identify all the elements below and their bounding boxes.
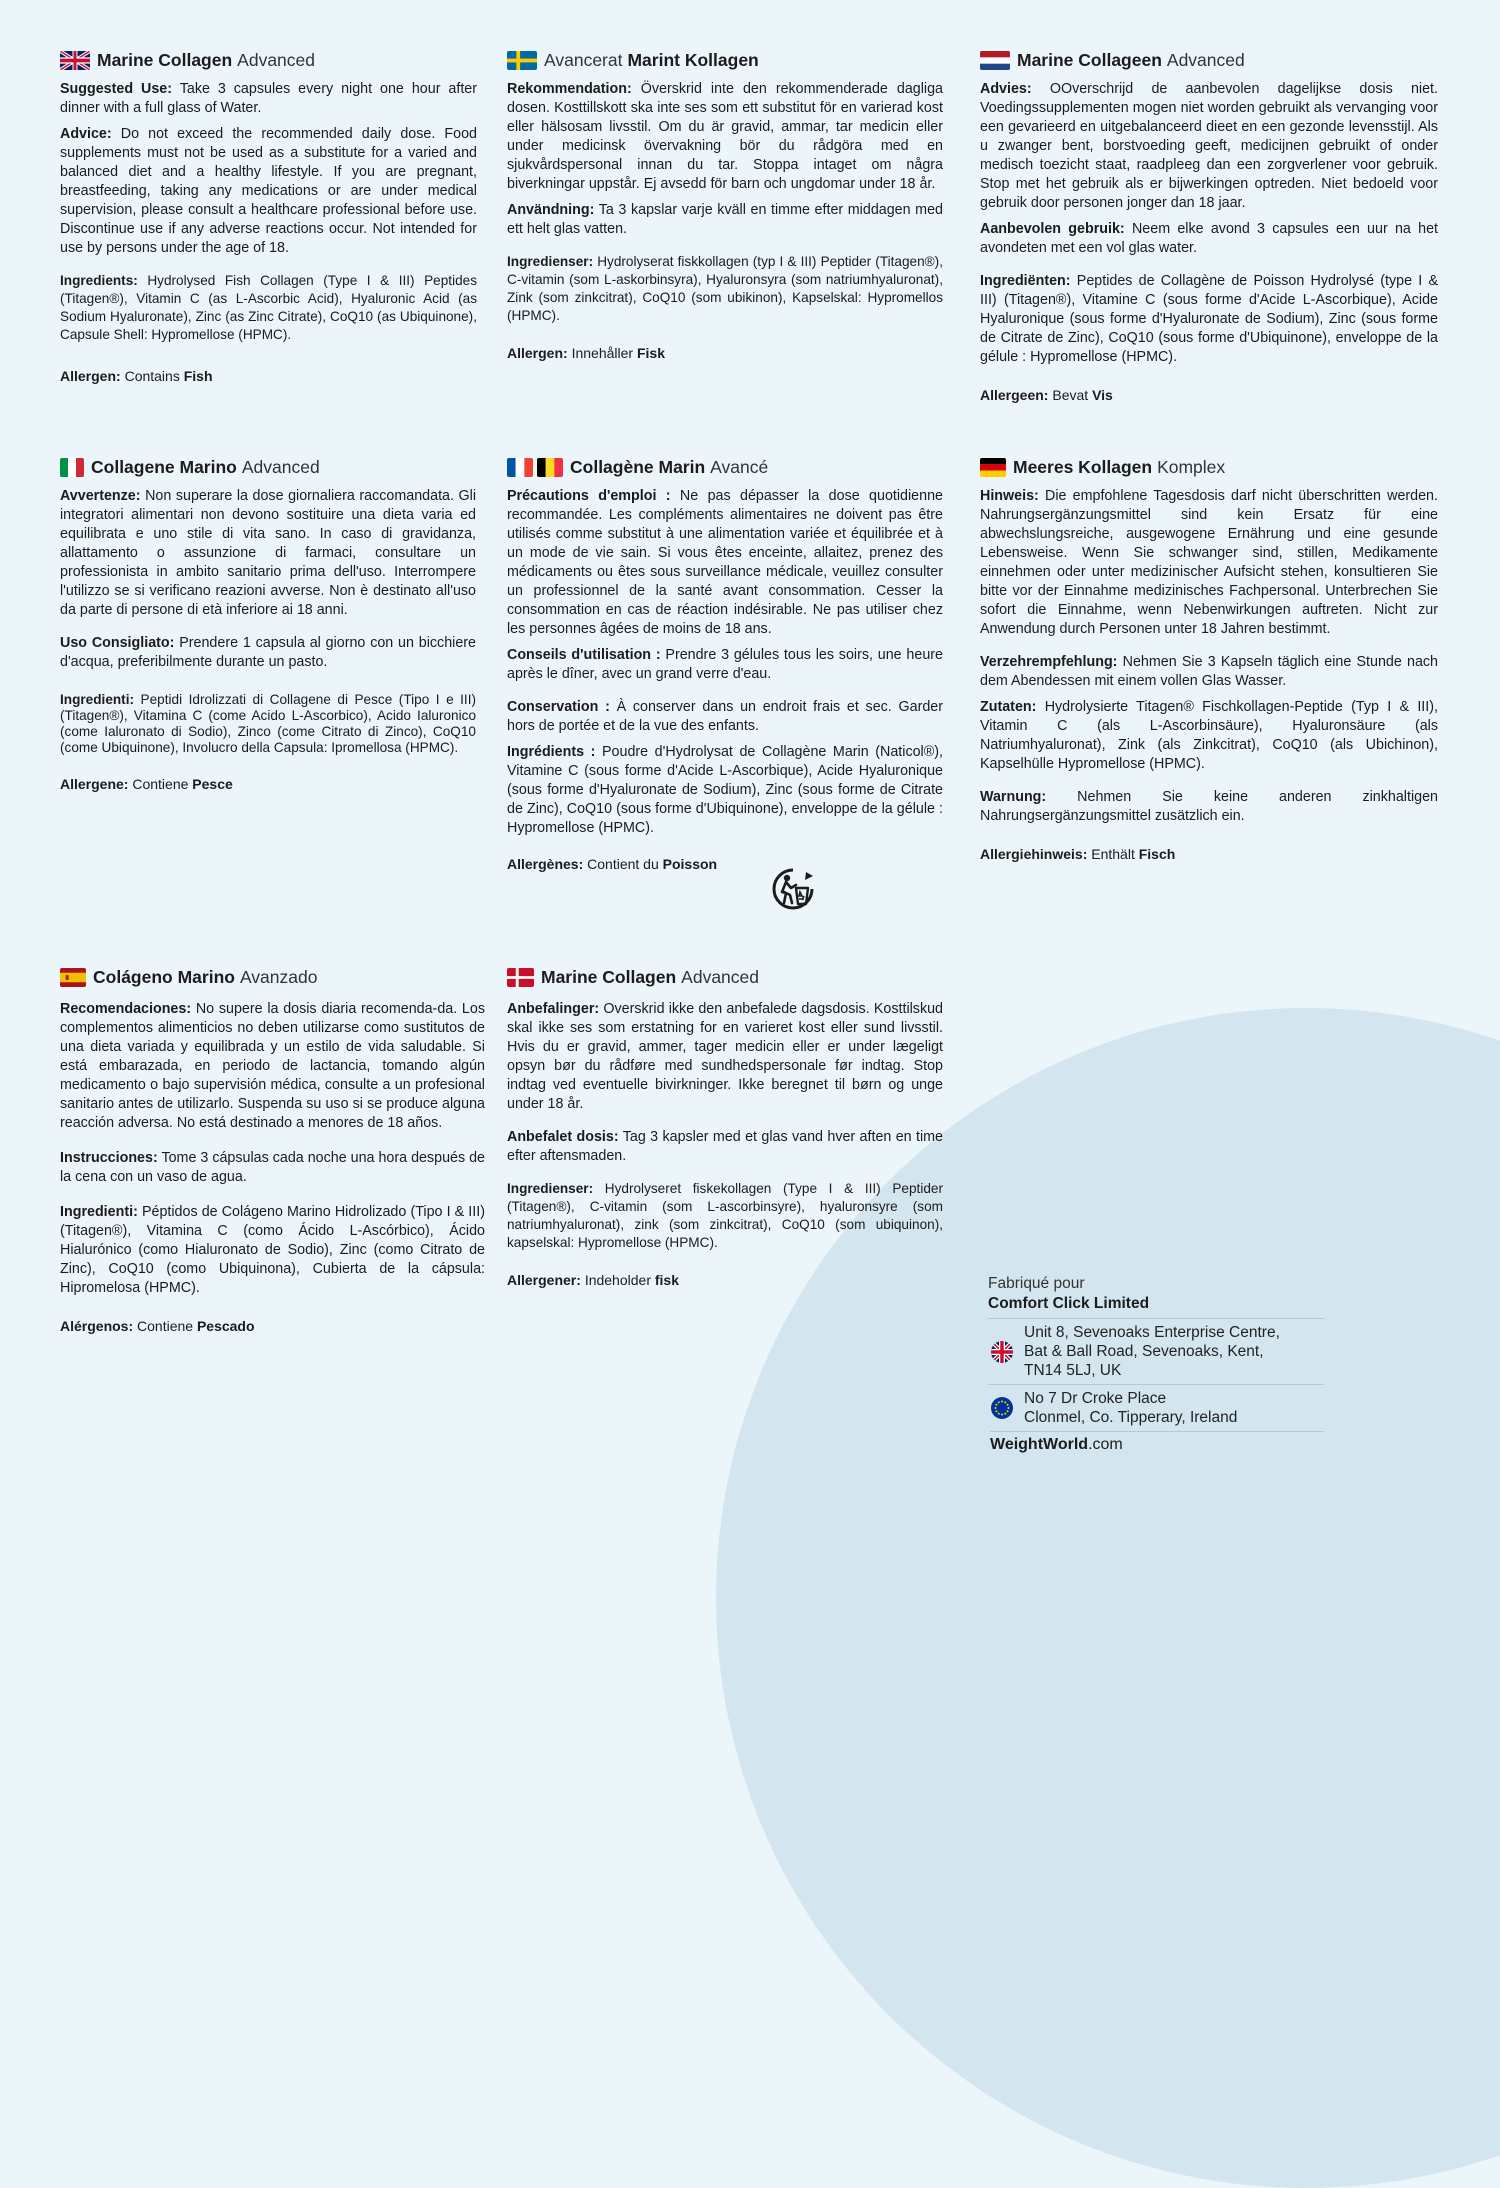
allergen: Alérgenos: Contiene Pescado <box>60 1318 255 1334</box>
section-english <box>60 49 477 384</box>
uk-flag-icon <box>990 1340 1014 1364</box>
usage: Aanbevolen gebruik: Neem elke avond 3 capsules een uur na het avondeten met een vol glas water. <box>980 221 1438 256</box>
title-regular: Avanzado <box>239 966 318 987</box>
manufacturer-info <box>988 1274 1324 1454</box>
ingredients: Ingredienti: Peptidi Idrolizzati di Collagene di Pesce (Tipo I e III) (Titagen®), Vitamina C (come Acido L-Ascorbico), Acido Ialuronico (come Ialuronato di Sodio), Zinco (come Citrato di Zinco), CoQ10 (come Ubiquinone), Involucro della Capsula: Ipromellosa (HPMC). <box>60 692 477 755</box>
section-french <box>507 456 943 872</box>
italy-flag-icon <box>60 458 84 477</box>
eu-address <box>988 1384 1324 1431</box>
address-line: Clonmel, Co. Tipperary, Ireland <box>1024 1409 1238 1426</box>
allergen: Allergiehinweis: Enthält Fisch <box>980 846 1176 862</box>
title-regular: Advanced <box>241 456 320 477</box>
uk-address <box>988 1318 1324 1384</box>
advice: Advies: OOverschrijd de aanbevolen dagelijkse dosis niet. Voedingssupplementen mogen niet worden gebruikt als vervanging voor een gevarieerd en uitgebalanceerd dieet en een gezonde levensstijl. Als u zwanger bent, borstvoeding geeft, medicijnen gebruikt of onder medisch toezicht staat, raadpleeg dan een zorgverlener voor gebruik. Stop met het gebruik als er bijwerkingen optreden. Niet bedoeld voor gebruik door personen jonger dan 18 jaar. <box>980 81 1438 211</box>
allergen: Allergeen: Bevat Vis <box>980 387 1113 403</box>
recommendations: Recomendaciones: No supere la dosis diaria recomenda-da. Los complementos alimenticios no deben utilizarse como sustitutos de una dieta variada y equilibrada y un estilo de vida saludable. Si está embarazada, en periodo de lactancia, tomando algún medicamento o bajo supervisión médica, consulte a un profesional sanitario antes de utilizarlo. Suspenda su uso si se produce alguna reacción adversa. No está destinado a menores de 18 años. <box>60 1001 485 1131</box>
sweden-flag-icon <box>507 51 537 70</box>
company-name: Comfort Click Limited <box>988 1295 1150 1312</box>
denmark-flag-icon <box>507 968 534 987</box>
instructions: Instrucciones: Tome 3 cápsulas cada noche una hora después de la cena con un vaso de agua. <box>60 1150 486 1185</box>
title-regular: Avancé <box>710 456 769 477</box>
ingredients: Ingrediënten: Peptides de Collagène de Poisson Hydrolysé (type I & III) (Titagen®), Vitamine C (sous forme d'Acide L-Ascorbique), Acide Hyaluronique (sous forme d'Hyaluronate de Sodium), Zinc (sous forme de Citrate de Zinc), CoQ10 (sous forme d'Ubiquinone), enveloppe de la gélule : Hypromellose (HPMC). <box>980 273 1438 365</box>
usage: Användning: Ta 3 kapslar varje kväll en timme efter middagen med ett helt glas vatten. <box>507 202 943 237</box>
title-bold: Meeres Kollagen <box>1013 456 1153 477</box>
section-title <box>60 456 476 478</box>
usage: Conseils d'utilisation : Prendre 3 gélules tous les soirs, une heure après le dîner, avec un grand verre d'eau. <box>507 647 943 682</box>
section-swedish <box>507 49 943 361</box>
spain-flag-icon <box>60 968 86 987</box>
section-german <box>980 456 1438 862</box>
warning: Warnung: Nehmen Sie keine anderen zinkhaltigen Nahrungsergänzungsmittel zusätzlich ein. <box>980 789 1438 824</box>
address-line: Bat & Ball Road, Sevenoaks, Kent, <box>1024 1343 1264 1360</box>
section-italian <box>60 456 476 792</box>
address-line: Unit 8, Sevenoaks Enterprise Centre, <box>1024 1324 1280 1341</box>
section-title <box>507 456 943 478</box>
title-regular: Advanced <box>1166 49 1245 70</box>
precautions: Précautions d'emploi : Ne pas dépasser la dose quotidienne recommandée. Les compléments alimentaires ne doivent pas être utilisés comme substitut à une alimentation variée et équilibrée et à un mode de vie sain. Si vous êtes enceinte, allaitez, prenez des médicaments ou êtes sous surveillance médicale, veuillez consulter un professionnel de la santé avant consommation. Cesser la consommation en cas de réaction indésirable. Ne pas utiliser chez les personnes âgées de moins de 18 ans. <box>507 488 943 637</box>
uk-flag-icon <box>60 51 90 70</box>
ingredients: Ingredienser: Hydrolyseret fiskekollagen (Type I & III) Peptider (Titagen®), C-vitamin (som L-ascorbinsyre), hyaluronsyre (som natriumhyaluronat), zink (som zinkcitrat), CoQ10 (som ubiquinon), kapselskal: Hypromellose (HPMC). <box>507 1181 943 1250</box>
made-for-label: Fabriqué pour <box>988 1275 1085 1292</box>
title-bold: Marine Collagen <box>541 966 677 987</box>
ingredients: Ingredienser: Hydrolyserat fiskkollagen (typ I & III) Peptider (Titagen®), C-vitamin (som L-askorbinsyra), Hyaluronsyra (som natriumhyaluronat), Zink (som zinkcitrat), CoQ10 (som ubikinon), Kapselskal: Hypromellos (HPMC). <box>507 254 943 323</box>
ingredients: Zutaten: Hydrolysierte Titagen® Fischkollagen-Peptide (Typ I & III), Vitamin C (als L-Ascorbinsäure), Hyaluronsäure (als Natriumhyaluronat), Zink (als Zinkcitrat), CoQ10 (als Ubichinon), Kapselhülle Hypromellose (HPMC). <box>980 699 1438 772</box>
title-bold: Marine Collageen <box>1017 49 1162 70</box>
france-flag-icon <box>507 458 533 477</box>
title-regular: Komplex <box>1157 456 1226 477</box>
title-bold: Collagène Marin <box>570 456 706 477</box>
title-bold: Marine Collagen <box>97 49 233 70</box>
triman-recycling-icon <box>770 866 816 912</box>
belgium-flag-icon <box>537 458 563 477</box>
advice: Advice: Do not exceed the recommended daily dose. Food supplements must not be used as a substitute for a varied and balanced diet and a healthy lifestyle. If you are pregnant, breastfeeding, taking any medications or are under medical supervision, please consult a healthcare professional before use. Discontinue use if any adverse reactions occur. Not intended for use by persons under the age of 18. <box>60 126 477 256</box>
section-title <box>507 49 943 71</box>
website: WeightWorld.com <box>990 1431 1324 1454</box>
germany-flag-icon <box>980 458 1006 477</box>
usage: Uso Consigliato: Prendere 1 capsula al giorno con un bicchiere d'acqua, preferibilmente durante un pasto. <box>60 635 476 670</box>
ingredients: Ingredients: Hydrolysed Fish Collagen (Type I & III) Peptides (Titagen®), Vitamin C (as L-Ascorbic Acid), Hyaluronic Acid (as Sodium Hyaluronate), Zinc (as Zinc Citrate), CoQ10 (as Ubiquinone), Capsule Shell: Hypromellose (HPMC). <box>60 273 478 342</box>
section-danish <box>507 966 943 1288</box>
address-line: TN14 5LJ, UK <box>1024 1362 1122 1379</box>
section-title <box>60 966 485 988</box>
conservation: Conservation : À conserver dans un endroit frais et sec. Garder hors de portée et de la vue des enfants. <box>507 699 943 734</box>
netherlands-flag-icon <box>980 51 1010 70</box>
ingredients: Ingrédients : Poudre d'Hydrolysat de Collagène Marin (Naticol®), Vitamine C (sous forme d'Acide L-Ascorbique), Acide Hyaluronique (sous forme d'Hyaluronate de Sodium), Zinc (sous forme de Citrate de Zinc), CoQ10 (sous forme d'Ubiquinone), enveloppe de la gélule : Hypromellose (HPMC). <box>507 744 943 836</box>
section-title <box>980 456 1438 478</box>
title-regular: Advanced <box>237 49 316 70</box>
title-bold: Marint Kollagen <box>627 49 759 70</box>
title-bold: Colágeno Marino <box>93 966 235 987</box>
warnings: Avvertenze: Non superare la dose giornaliera raccomandata. Gli integratori alimentari non devono sostituire una dieta varia ed equilibrata e uno stile di vita sano. In caso di gravidanza, allattamento o assunzione di farmaci, consultare un professionista in ambito sanitario prima dell'uso. Interrompere l'utilizzo se si verificano reazioni avverse. Non è destinato all'uso da parte di persone di età inferiore ai 18 anni. <box>60 488 476 618</box>
address-line: No 7 Dr Croke Place <box>1024 1390 1167 1407</box>
dose: Anbefalet dosis: Tag 3 kapsler med et glas vand hver aften en time efter aftensmaden. <box>507 1129 943 1164</box>
eu-flag-icon <box>990 1396 1014 1420</box>
allergen: Allergen: Innehåller Fisk <box>507 345 665 361</box>
recommendation: Rekommendation: Överskrid inte den rekommenderade dagliga dosen. Kosttillskott ska inte ses som ett substitut för en varierad kost eller hälsosam livsstil. Om du är gravid, ammar, tar medicin eller under medicinsk övervakning bör du rådgöra med en sjukvårdspersonal innan du tar. Stoppa intaget om några biverkningar uppstår. Ej avsedd för barn och ungdomar under 18 år. <box>507 81 943 192</box>
section-title <box>60 49 477 71</box>
title-bold: Collagene Marino <box>91 456 237 477</box>
section-dutch <box>980 49 1438 403</box>
usage: Verzehrempfehlung: Nehmen Sie 3 Kapseln täglich eine Stunde nach dem Abendessen mit einem vollen Glas Wasser. <box>980 654 1438 689</box>
section-title <box>980 49 1438 71</box>
title-regular: Advanced <box>681 966 760 987</box>
allergen: Allergen: Contains Fish <box>60 368 213 384</box>
section-spanish <box>60 966 485 1334</box>
ingredients: Ingredienti: Péptidos de Colágeno Marino Hidrolizado (Tipo I & III) (Titagen®), Vitamina C (como Ácido L-Ascórbico), Ácido Hialurónico (como Hialuronato de Sodio), Zinc (como Citrato de Zinc), CoQ10 (como Ubiquinona), Cubierta de la cápsula: Hipromelosa (HPMC). <box>60 1204 485 1296</box>
suggested-use: Suggested Use: Take 3 capsules every night one hour after dinner with a full glass of Water. <box>60 81 478 116</box>
allergen: Allergene: Contiene Pesce <box>60 776 233 792</box>
hint: Hinweis: Die empfohlene Tagesdosis darf nicht überschritten werden. Nahrungsergänzungsmittel sind kein Ersatz für eine abwechslungsreiche, ausgewogene Ernährung und eine gesunde Lebensweise. Wenn Sie schwanger sind, stillen, Medikamente einnehmen oder unter medizinischer Aufsicht stehen, konsultieren Sie bitte vor der Einnahme medizinisches Fachpersonal. Unterbrechen Sie sofort die Einnahme, wenn Nebenwirkungen auftreten. Nicht zur Anwendung durch Personen unter 18 Jahren bestimmt. <box>980 488 1438 637</box>
recommendations: Anbefalinger: Overskrid ikke den anbefalede dagsdosis. Kosttilskud skal ikke ses som erstatning for en varieret kost eller sund livsstil. Hvis du er gravid, ammer, tager medicin eller er under lægeligt opsyn bør du rådføre med sundhedspersonale før indtag. Stop indtag ved eventuelle bivirkninger. Ikke beregnet til børn og unge under 18 år. <box>507 1001 943 1112</box>
section-title <box>507 966 943 988</box>
allergen: Allergener: Indeholder fisk <box>507 1272 679 1288</box>
allergen: Allergènes: Contient du Poisson <box>507 856 718 872</box>
title-regular: Avancerat <box>544 49 623 70</box>
